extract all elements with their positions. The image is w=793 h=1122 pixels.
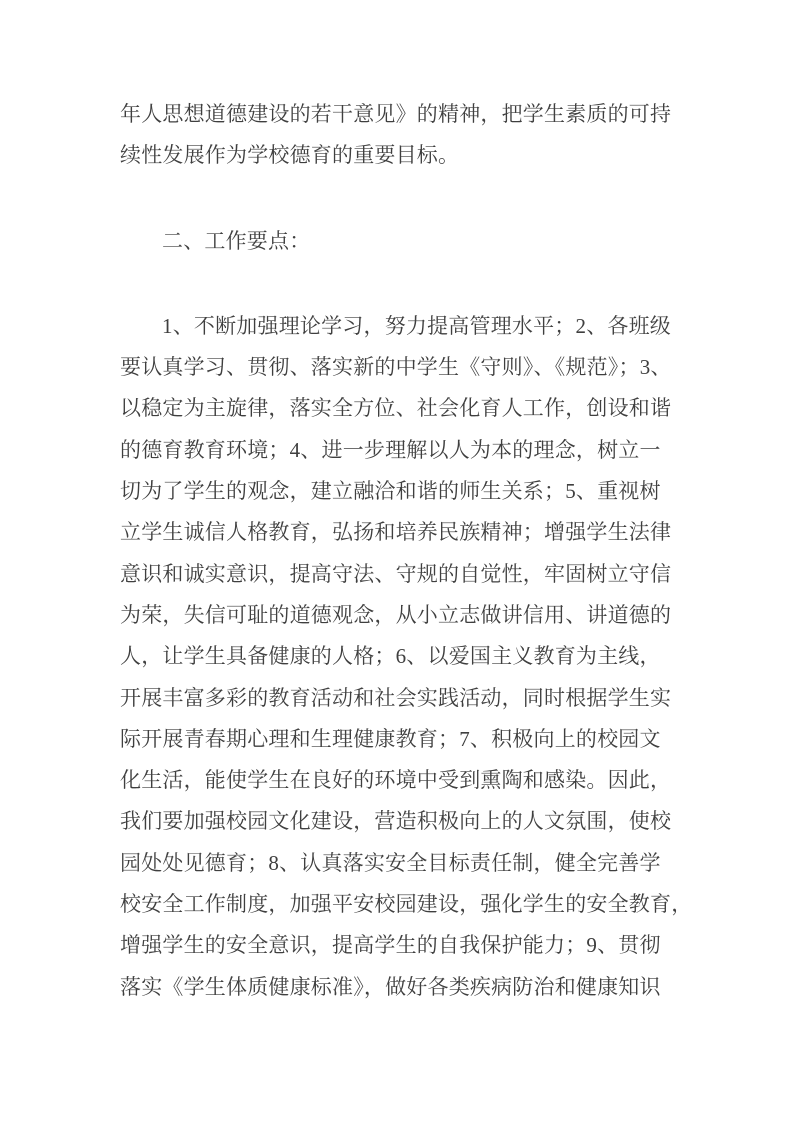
text-line: 开展丰富多彩的教育活动和社会实践活动，同时根据学生实 [120,685,672,710]
section-heading [120,221,680,262]
paragraph [120,306,693,1008]
paragraph [120,94,680,177]
text-line: 切为了学生的观念，建立融洽和谐的师生关系；5、重视树 [120,479,661,504]
text-line: 园处处见德育；8、认真落实安全目标责任制，健全完善学 [120,850,661,875]
text-line: 要认真学习、贯彻、落实新的中学生《守则》、《规范》；3、 [120,355,672,380]
text-line: 落实《学生体质健康标准》，做好各类疾病防治和健康知识 [120,974,661,999]
document-body [120,94,693,1008]
text-line: 续性发展作为学校德育的重要目标。 [120,143,460,168]
text-line: 以稳定为主旋律，落实全方位、社会化育人工作，创设和谐 [120,396,672,421]
text-line: 际开展青春期心理和生理健康教育；7、积极向上的校园文 [120,726,661,751]
text-line: 我们要加强校园文化建设，营造积极向上的人文氛围，使校 [120,809,672,834]
text-line: 人，让学生具备健康的人格；6、以爱国主义教育为主线， [120,644,661,669]
text-line: 化生活，能使学生在良好的环境中受到熏陶和感染。因此， [120,768,672,793]
text-line: 立学生诚信人格教育，弘扬和培养民族精神；增强学生法律 [120,520,672,545]
text-line: 1、不断加强理论学习，努力提高管理水平；2、各班级 [162,313,671,338]
text-line: 增强学生的安全意识，提高学生的自我保护能力；9、贯彻 [120,933,661,958]
text-line: 意识和诚实意识，提高守法、守规的自觉性，牢固树立守信 [120,561,672,586]
text-line: 校安全工作制度，加强平安校园建设，强化学生的安全教育， [120,892,693,917]
text-line: 二、工作要点： [162,228,311,253]
text-line: 年人思想道德建设的若干意见》的精神，把学生素质的可持 [120,102,672,126]
text-line: 为荣，失信可耻的道德观念，从小立志做讲信用、讲道德的 [120,602,672,627]
text-line: 的德育教育环境；4、进一步理解以人为本的理念，树立一 [120,437,661,462]
